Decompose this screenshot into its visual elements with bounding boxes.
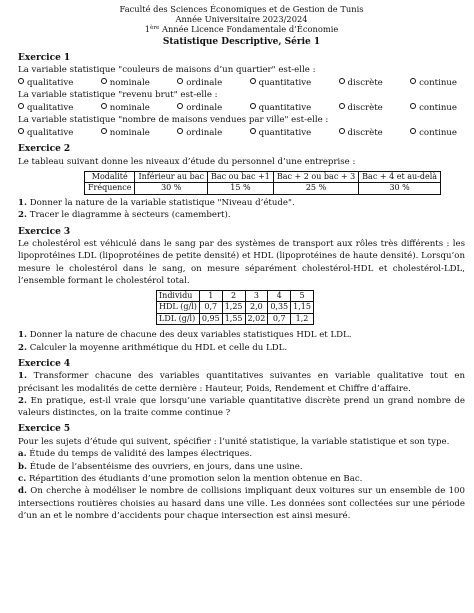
question-number: 1.	[18, 197, 27, 208]
option-label: quantitative	[258, 127, 312, 138]
table-cell: 0,7	[268, 313, 291, 324]
radio-circle-icon	[18, 103, 24, 109]
question-text: Donner la nature de la variable statistique "Niveau d’étude".	[26, 197, 295, 208]
radio-circle-icon	[177, 78, 183, 84]
table-cell: 5	[291, 290, 314, 301]
radio-circle-icon	[339, 128, 345, 134]
option-label: quantitative	[258, 77, 312, 88]
option-label: continue	[419, 127, 457, 138]
table-cell: 2,0	[245, 302, 268, 313]
program-line-number: 1	[144, 24, 151, 35]
exercise-5-intro: Pour les sujets d’étude qui suivent, spécifier : l’unité statistique, la variable statistique et son type.	[18, 436, 450, 447]
table-row-label: Fréquence	[85, 183, 135, 194]
question-text: Calculer la moyenne arithmétique du HDL et celle du LDL.	[26, 342, 288, 353]
table-cell: Inférieur au bac	[135, 172, 207, 183]
radio-circle-icon	[410, 78, 416, 84]
table-cell: 30 %	[135, 183, 207, 194]
item-letter: d.	[18, 486, 28, 497]
table-row-label: Modalité	[85, 172, 135, 183]
exercise-1-title: Exercice 1	[18, 52, 71, 63]
radio-option[interactable]	[339, 102, 383, 115]
table-row-label: LDL (g/l)	[157, 313, 200, 324]
table-cell: 1	[199, 290, 222, 301]
table-row	[85, 172, 441, 183]
radio-circle-icon	[101, 78, 107, 84]
radio-option[interactable]	[18, 77, 73, 90]
exercise-2-title: Exercice 2	[18, 144, 71, 155]
question-text: Transformer chacune des variables quantitatives suivantes en variable qualitative tout en précisant les modalités de cette dernière : Hauteur, Poids, Rendement et Chiffre d’affaire.	[18, 371, 465, 394]
faculty-name: Faculté des Sciences Économiques et de Gestion de Tunis	[119, 4, 364, 14]
radio-circle-icon	[339, 78, 345, 84]
option-label: ordinale	[186, 102, 223, 113]
radio-circle-icon	[250, 78, 256, 84]
question-text: Tracer le diagramme à secteurs (camembert).	[26, 210, 231, 221]
table-row-label: HDL (g/l)	[157, 302, 200, 313]
table-cell: 2,02	[245, 313, 268, 324]
option-label: discrète	[347, 127, 383, 138]
radio-circle-icon	[18, 78, 24, 84]
option-label: ordinale	[186, 77, 223, 88]
table-row	[157, 302, 314, 313]
radio-option[interactable]	[339, 127, 383, 140]
option-label: ordinale	[186, 127, 223, 138]
exercise-5-item-b	[18, 461, 465, 473]
table-row	[157, 313, 314, 324]
question-number: 2.	[18, 210, 27, 221]
radio-circle-icon	[339, 103, 345, 109]
exercise-1-options-2	[18, 102, 465, 115]
question-number: 1.	[18, 330, 27, 341]
radio-circle-icon	[101, 103, 107, 109]
table-cell: 30 %	[359, 183, 441, 194]
radio-circle-icon	[250, 103, 256, 109]
table-cell: Bac ou bac +1	[207, 172, 273, 183]
education-level-table	[84, 171, 441, 195]
option-label: discrète	[347, 102, 383, 113]
table-cell: Bac + 4 et au-delà	[359, 172, 441, 183]
exercise-2-intro: Le tableau suivant donne les niveaux d’étude du personnel d’une entreprise :	[18, 156, 356, 167]
radio-option[interactable]	[101, 127, 150, 140]
table-cell: 0,35	[268, 302, 291, 313]
question-number: 2.	[18, 342, 27, 353]
radio-option[interactable]	[101, 77, 150, 90]
option-label: quantitative	[258, 102, 312, 113]
exercise-1-question-1: La variable statistique "couleurs de maisons d’un quartier" est-elle :	[18, 65, 316, 76]
radio-option[interactable]	[410, 102, 457, 115]
option-label: continue	[419, 77, 457, 88]
item-letter: b.	[18, 461, 28, 472]
option-label: nominale	[109, 127, 150, 138]
option-label: discrète	[347, 77, 383, 88]
exercise-1-question-2: La variable statistique "revenu brut" est-elle :	[18, 90, 218, 101]
program-line-superscript: ère	[150, 25, 160, 32]
exercise-1-options-1	[18, 77, 465, 90]
exercise-2-question-2	[18, 209, 465, 221]
exercise-3-question-1	[18, 329, 465, 341]
option-label: qualitative	[27, 102, 74, 113]
radio-option[interactable]	[250, 102, 312, 115]
exercise-4-question-1	[18, 370, 465, 394]
table-row	[85, 183, 441, 194]
exercise-1-options-3	[18, 127, 465, 140]
exercise-3-question-2	[18, 342, 465, 354]
exercise-5-item-d	[18, 485, 465, 522]
table-cell: 0,7	[199, 302, 222, 313]
radio-circle-icon	[410, 103, 416, 109]
radio-circle-icon	[177, 128, 183, 134]
option-label: qualitative	[27, 77, 74, 88]
radio-option[interactable]	[339, 77, 383, 90]
table-cell: 25 %	[273, 183, 358, 194]
radio-option[interactable]	[101, 102, 150, 115]
table-cell: 1,15	[291, 302, 314, 313]
exercise-2-question-1	[18, 197, 465, 209]
radio-option[interactable]	[250, 77, 312, 90]
cholesterol-table	[156, 290, 314, 325]
radio-option[interactable]	[410, 127, 457, 140]
exercise-5-item-c	[18, 473, 465, 485]
table-cell: 0,95	[199, 313, 222, 324]
radio-option[interactable]	[410, 77, 457, 90]
radio-option[interactable]	[177, 102, 222, 115]
page-title: Statistique Descriptive, Série 1	[162, 36, 321, 47]
table-cell: 2	[222, 290, 245, 301]
question-number: 2.	[18, 395, 27, 406]
radio-circle-icon	[101, 128, 107, 134]
radio-circle-icon	[410, 128, 416, 134]
table-row-label: Individu	[157, 290, 200, 301]
item-text: Étude du temps de validité des lampes électriques.	[26, 449, 253, 460]
table-cell: 1,2	[291, 313, 314, 324]
table-cell: 1,55	[222, 313, 245, 324]
exercise-1-question-3: La variable statistique "nombre de maisons vendues par ville" est-elle :	[18, 115, 329, 126]
exercise-4-question-2	[18, 395, 465, 419]
radio-option[interactable]	[18, 127, 73, 140]
radio-option[interactable]	[177, 127, 222, 140]
exercise-5-item-a	[18, 448, 465, 460]
table-cell: 1,25	[222, 302, 245, 313]
table-cell: 15 %	[207, 183, 273, 194]
radio-circle-icon	[18, 128, 24, 134]
radio-option[interactable]	[250, 127, 312, 140]
exercise-3-paragraph: Le cholestérol est véhiculé dans le sang par des systèmes de transport aux rôles très différents : les lipoprotéines LDL (lipoprotéines de petite densité) et HDL (lipoprotéines de haute densité). Lorsqu’on mesure le cholestérol dans le sang, on mesure séparément cholestérol-HDL et cholestérol-LDL, l’ensemble formant le cholestérol total.	[18, 239, 465, 286]
radio-option[interactable]	[18, 102, 73, 115]
question-text: En pratique, est-il vraie que lorsqu’une variable quantitative discrète prend un grand nombre de valeurs distinctes, on la traite comme continue ?	[18, 395, 465, 419]
program-line-text: Année Licence Fondamentale d’Économie	[159, 24, 339, 35]
option-label: qualitative	[27, 127, 74, 138]
radio-circle-icon	[250, 128, 256, 134]
table-cell: 4	[268, 290, 291, 301]
question-text: Donner la nature de chacune des deux variables statistiques HDL et LDL.	[26, 330, 352, 341]
item-text: Répartition des étudiants d’une promotion selon la mention obtenue en Bac.	[26, 474, 363, 485]
item-letter: a.	[18, 449, 27, 460]
option-label: nominale	[109, 102, 150, 113]
academic-year: Année Universitaire 2023/2024	[175, 14, 308, 25]
radio-circle-icon	[177, 103, 183, 109]
exercise-5-title: Exercice 5	[18, 424, 71, 435]
item-text: Étude de l’absentéisme des ouvriers, en jours, dans une usine.	[27, 461, 303, 472]
table-row	[157, 290, 314, 301]
table-cell: Bac + 2 ou bac + 3	[273, 172, 358, 183]
program-line	[18, 24, 465, 34]
exercise-3-title: Exercice 3	[18, 226, 71, 237]
table-cell: 3	[245, 290, 268, 301]
question-number: 1.	[18, 371, 27, 382]
option-label: nominale	[109, 77, 150, 88]
item-letter: c.	[18, 474, 27, 485]
radio-option[interactable]	[177, 77, 222, 90]
option-label: continue	[419, 102, 457, 113]
exercise-4-title: Exercice 4	[18, 358, 71, 369]
item-text: On cherche à modéliser le nombre de collisions impliquant deux voitures sur un ensemble de 100 intersections routières choisies au hasard dans une ville. Les données sont collectées sur une période d’un an et le nombre d’accidents pour chaque intersection est ainsi mesuré.	[18, 486, 465, 521]
